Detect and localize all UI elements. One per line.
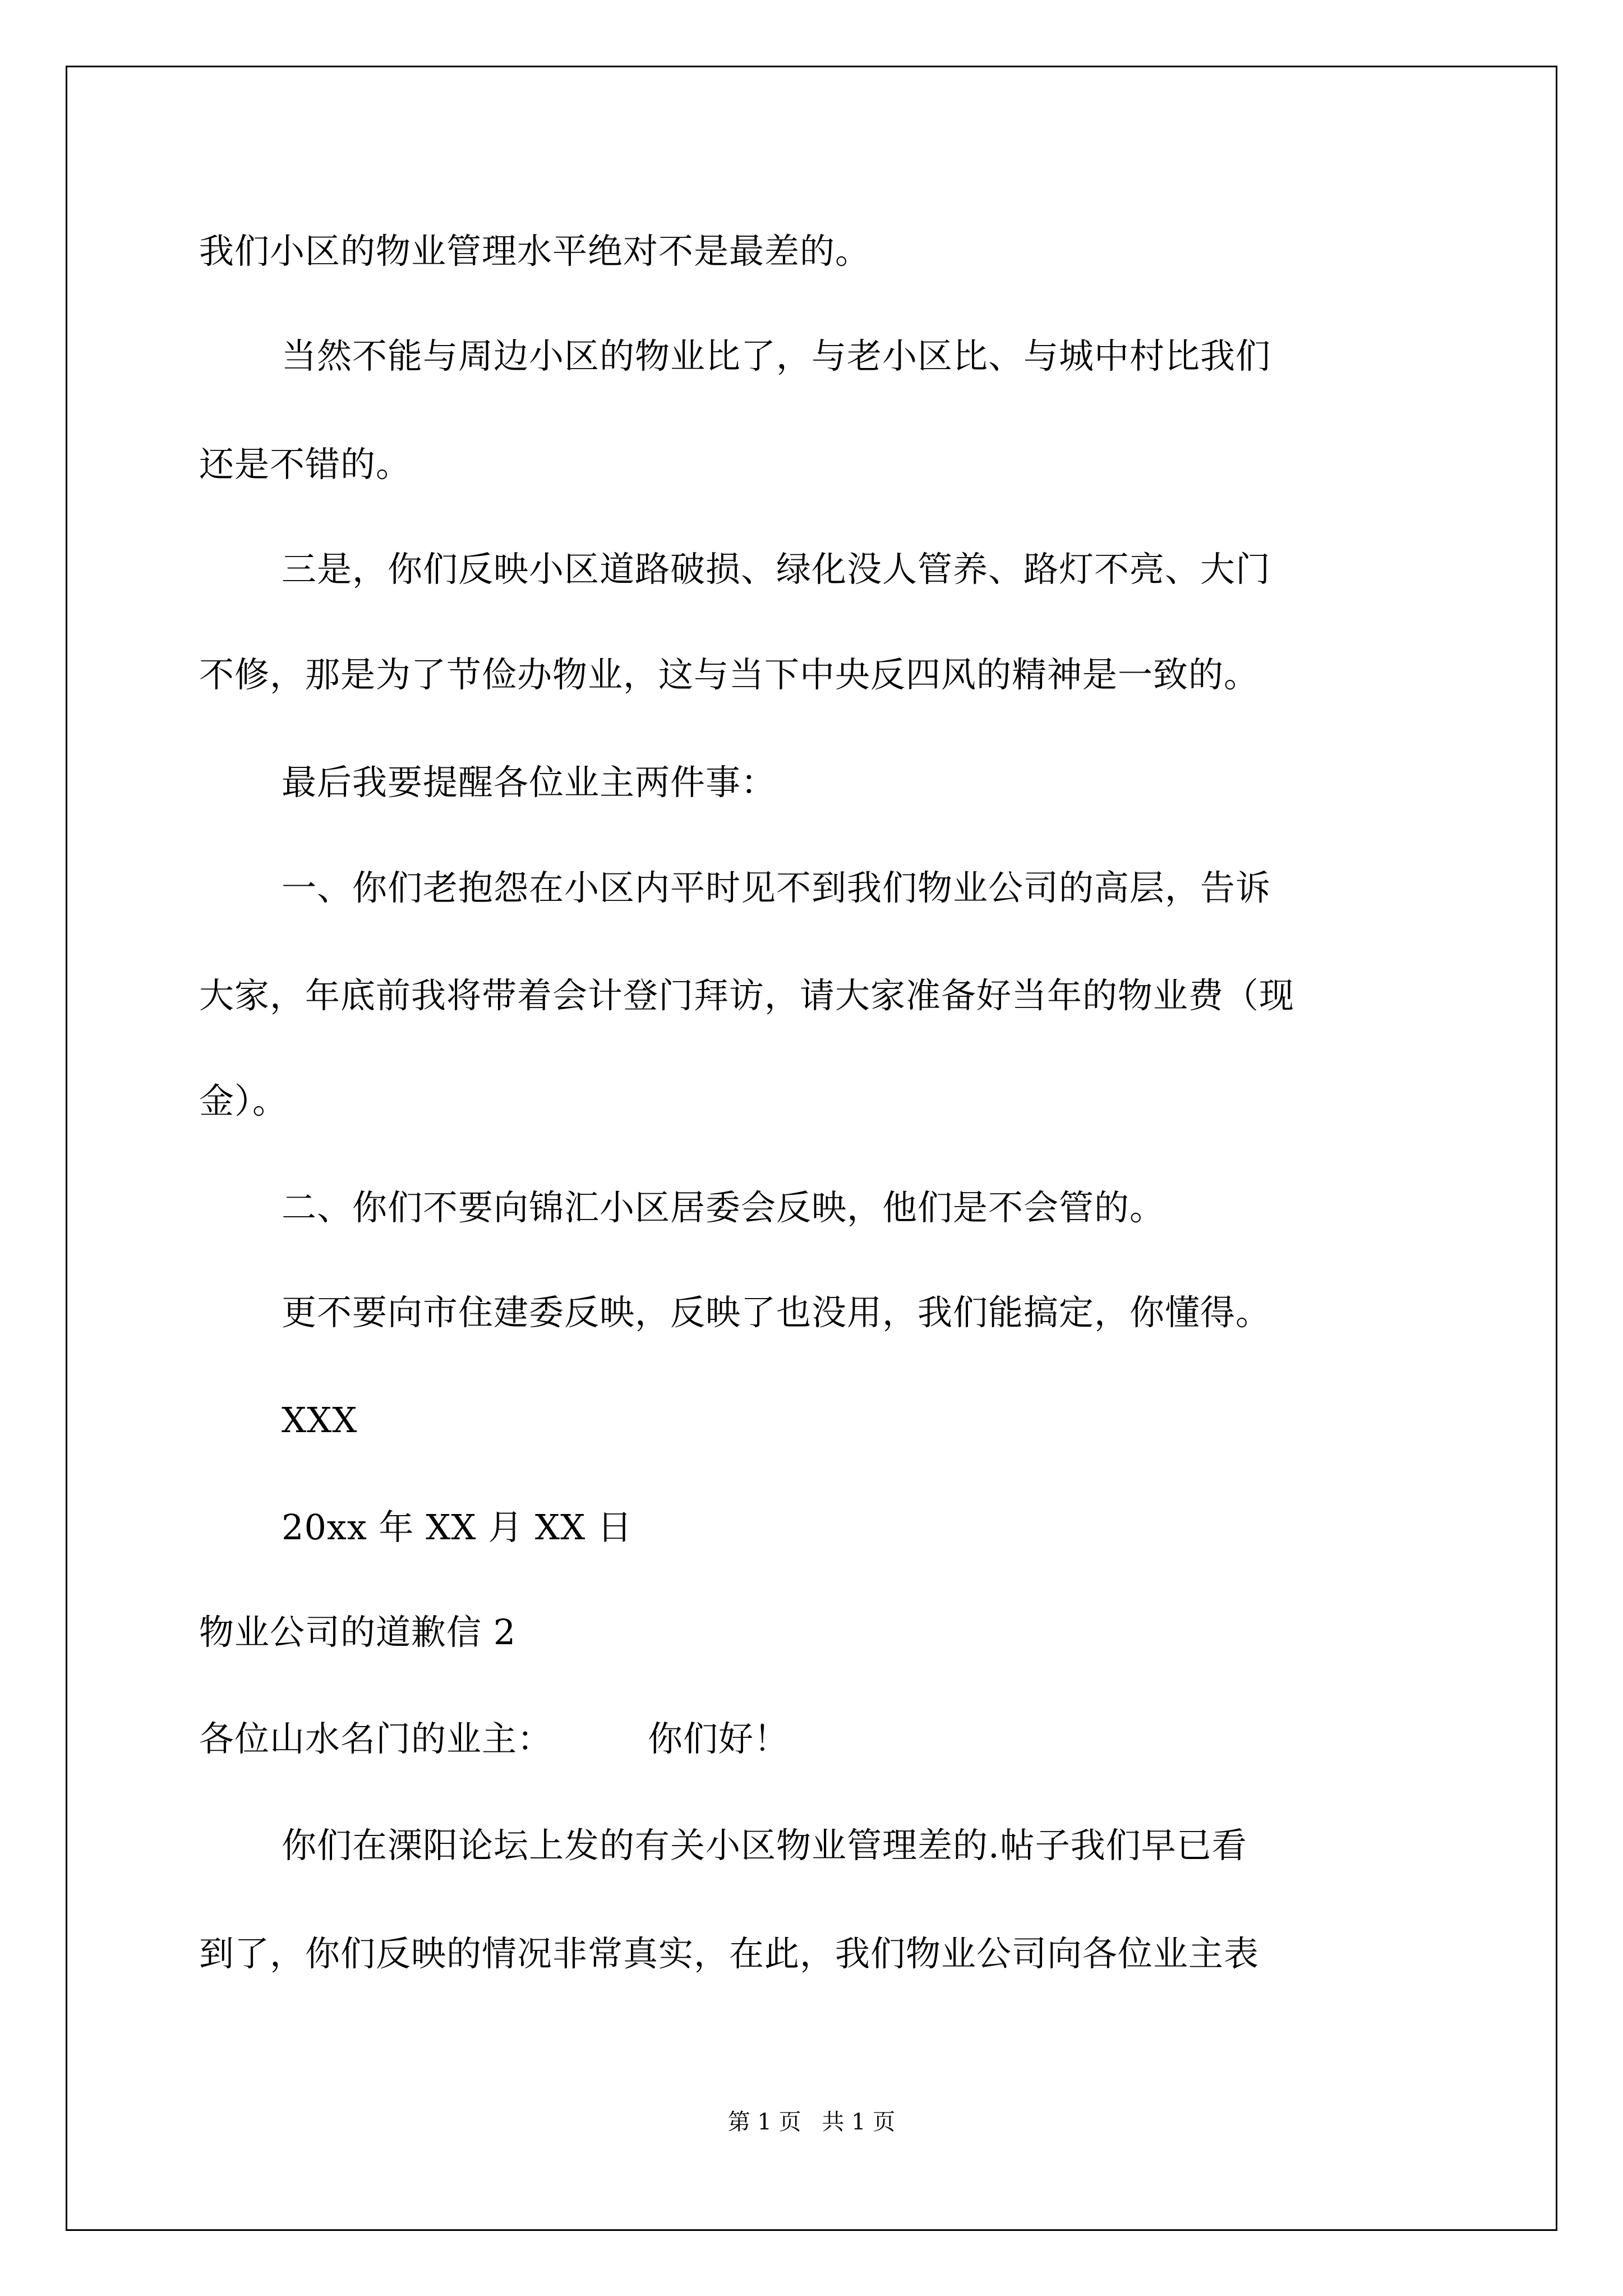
text-line: 你们在溧阳论坛上发的有关小区物业管理差的.帖子我们早已看 bbox=[282, 1825, 1247, 1866]
section-title: 物业公司的道歉信 2 bbox=[199, 1612, 517, 1653]
text-line: 金）。 bbox=[199, 1080, 288, 1121]
text-line: 还是不错的。 bbox=[199, 444, 412, 485]
signature-name: XXX bbox=[282, 1400, 358, 1441]
page-footer bbox=[0, 2108, 1623, 2136]
text-line: 最后我要提醒各位业主两件事： bbox=[282, 762, 777, 803]
text-line: 一、你们老抱怨在小区内平时见不到我们物业公司的高层，告诉 bbox=[282, 867, 1271, 908]
text-line: 我们小区的物业管理水平绝对不是最差的。 bbox=[199, 231, 871, 272]
text-line: 当然不能与周边小区的物业比了，与老小区比、与城中村比我们 bbox=[282, 335, 1271, 376]
text-line: 到了，你们反映的情况非常真实，在此，我们物业公司向各位业主表 bbox=[199, 1933, 1260, 1974]
text-line: 不修，那是为了节俭办物业，这与当下中央反四风的精神是一致的。 bbox=[199, 654, 1260, 695]
text-line: 更不要向市住建委反映，反映了也没用，我们能搞定，你懂得。 bbox=[282, 1292, 1271, 1333]
page-border bbox=[66, 66, 1557, 2231]
greeting: 你们好！ bbox=[648, 1718, 790, 1759]
text-line: 大家，年底前我将带着会计登门拜访，请大家准备好当年的物业费（现 bbox=[199, 975, 1295, 1016]
page-number: 第 1 页 bbox=[727, 2109, 801, 2135]
text-line: 三是，你们反映小区道路破损、绿化没人管养、路灯不亮、大门 bbox=[282, 549, 1271, 590]
page-total: 共 1 页 bbox=[822, 2109, 896, 2135]
text-line: 二、你们不要向锦汇小区居委会反映，他们是不会管的。 bbox=[282, 1187, 1165, 1228]
salutation: 各位山水名门的业主： bbox=[199, 1718, 553, 1759]
salutation-line bbox=[199, 1717, 789, 1761]
signature-date: 20xx 年 XX 月 XX 日 bbox=[282, 1507, 633, 1548]
